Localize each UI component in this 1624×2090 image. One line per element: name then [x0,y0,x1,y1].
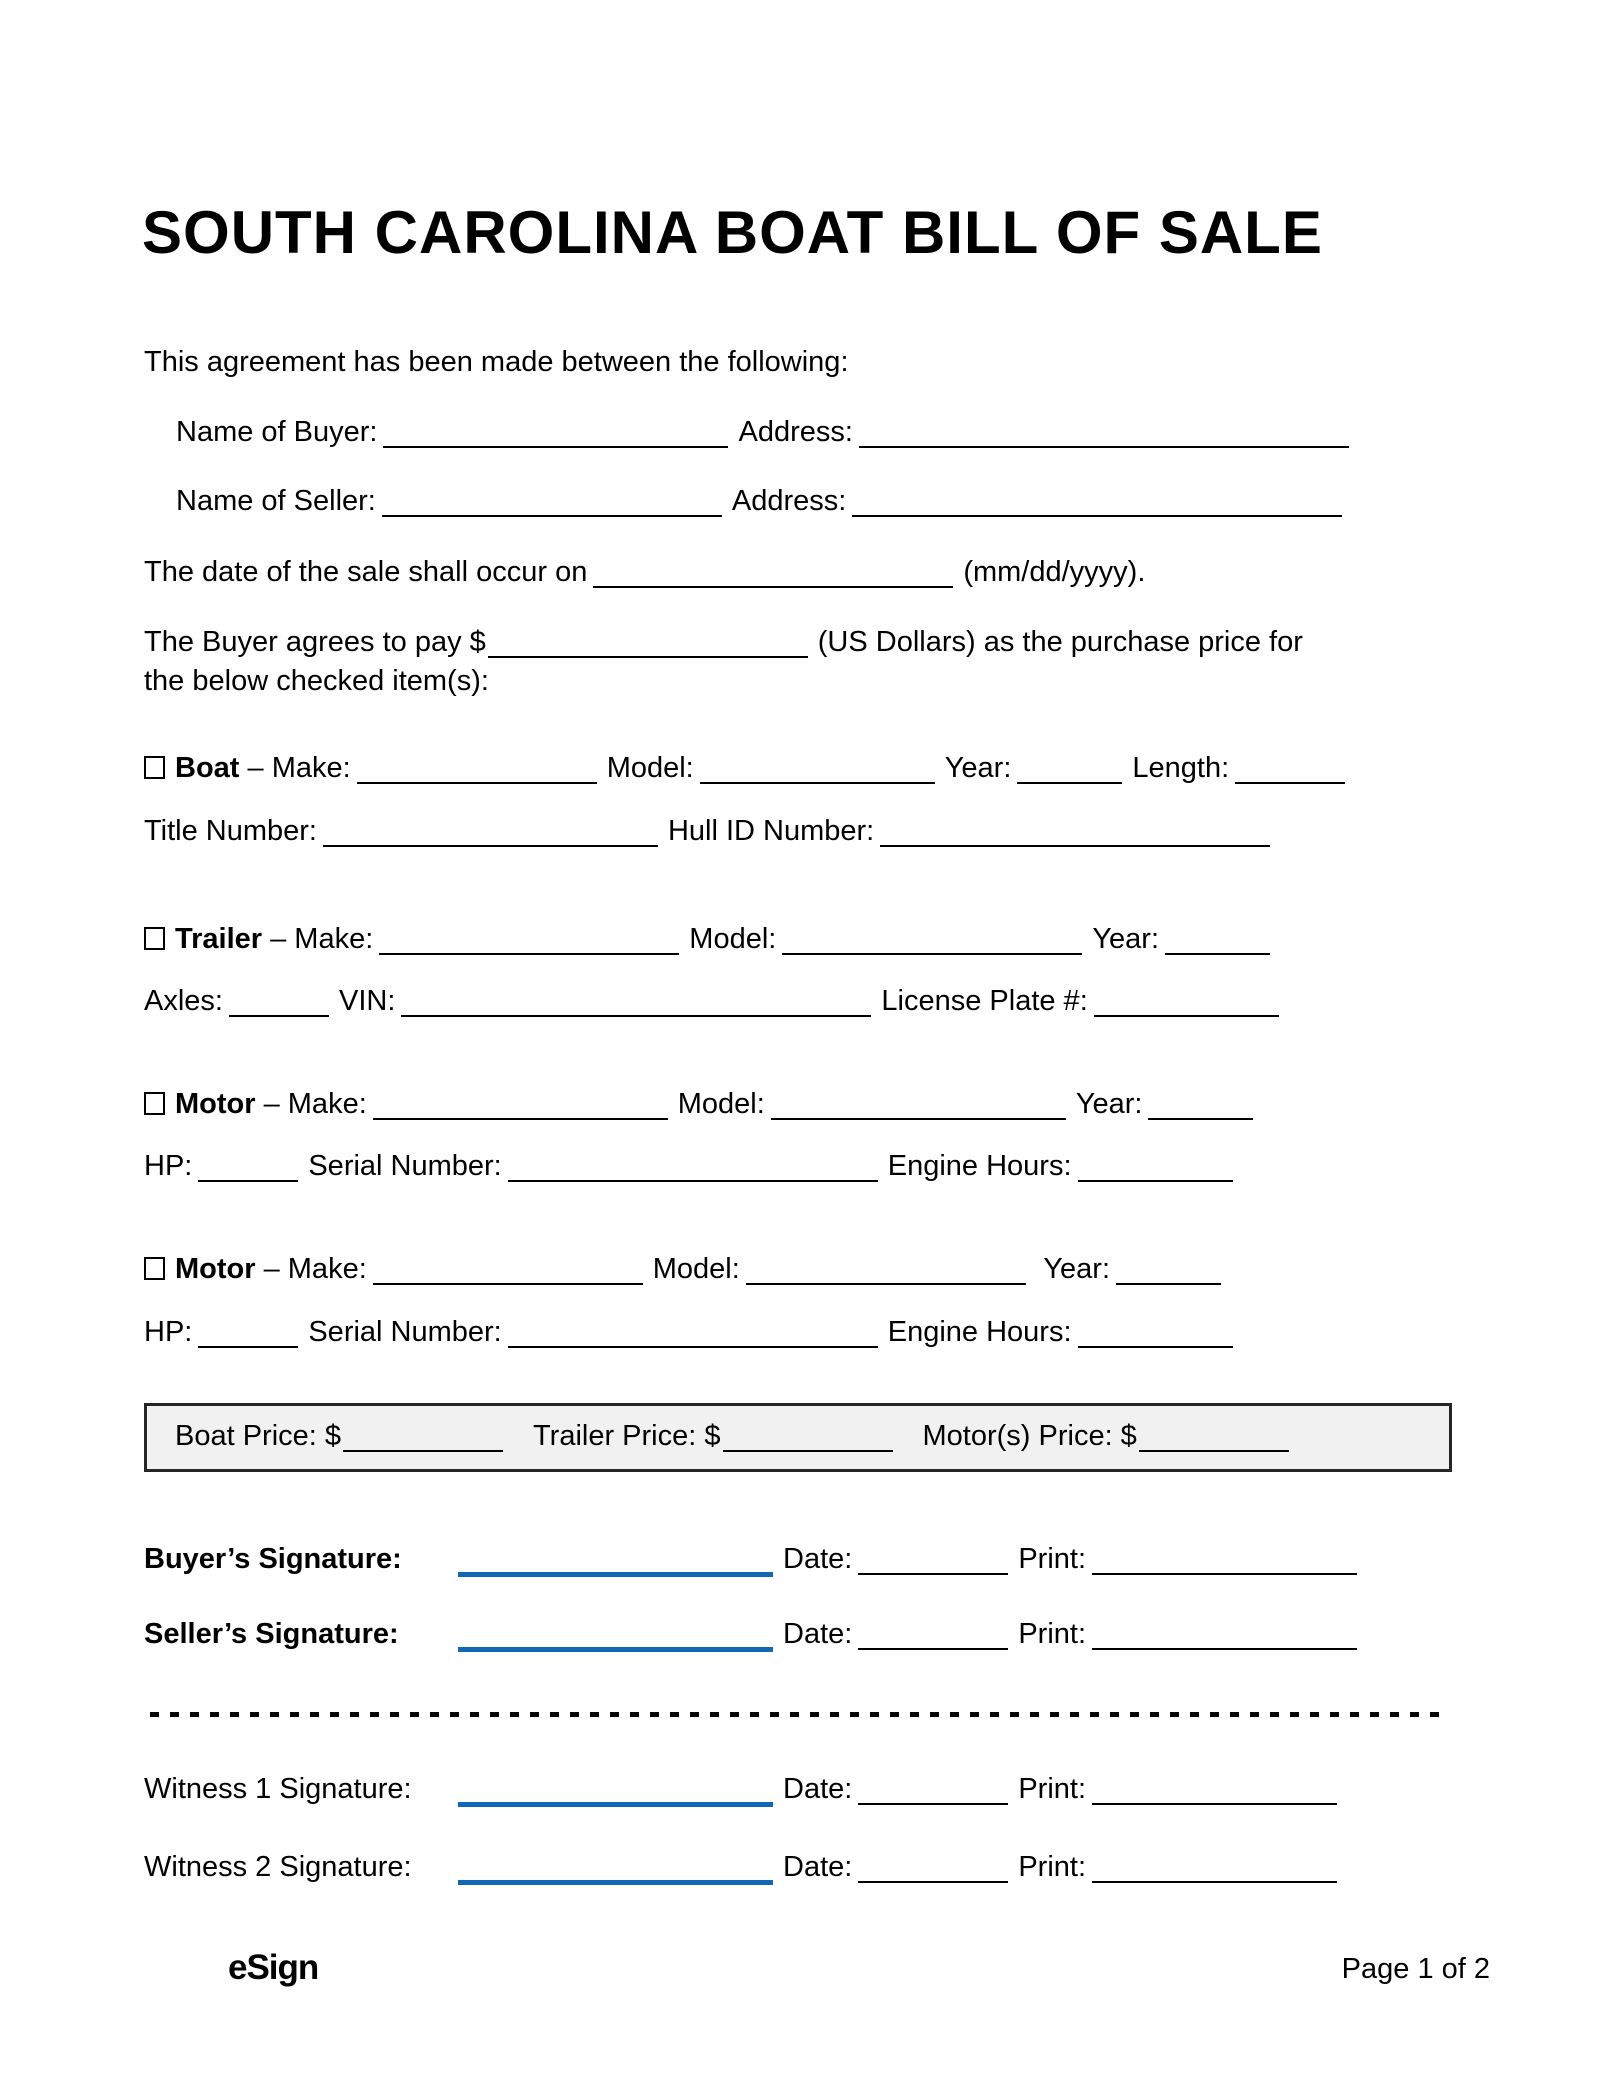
boat-checkbox[interactable] [144,756,165,779]
witness2-date-label: Date: [783,1851,853,1883]
motor2-row [144,1250,1524,1288]
motor1-checkbox[interactable] [144,1092,165,1115]
payment-prefix: The Buyer agrees to pay $ [144,626,486,658]
section-divider [150,1712,1448,1717]
witness2-print-field[interactable] [1092,1881,1337,1883]
payment-line2: the below checked item(s): [144,665,489,697]
motor1-hp-label: HP: [144,1150,193,1182]
boat-model-label: Model: [606,752,694,784]
seller-signature-row [144,1615,1524,1653]
motor2-checkbox[interactable] [144,1257,165,1280]
motor1-section-label: Motor [175,1088,256,1120]
boat-length-field[interactable] [1235,782,1345,784]
witness1-print-label: Print: [1018,1773,1087,1805]
witness2-signature-label: Witness 2 Signature: [144,1851,412,1883]
boat-title-number-label: Title Number: [144,815,317,847]
boat-year-label: Year: [944,752,1012,784]
motor1-detail-row [144,1147,1524,1185]
trailer-model-label: Model: [689,923,777,955]
seller-print-field[interactable] [1092,1648,1357,1650]
boat-section-label: Boat [175,752,240,784]
witness2-print-label: Print: [1018,1851,1087,1883]
seller-name-field[interactable] [382,515,722,517]
boat-year-field[interactable] [1017,782,1122,784]
motor2-detail-row [144,1313,1524,1351]
witness2-date-field[interactable] [858,1881,1008,1883]
witness1-signature-field[interactable] [458,1802,773,1807]
motor1-hp-field[interactable] [198,1180,298,1182]
motor2-model-field[interactable] [746,1283,1026,1285]
seller-address-field[interactable] [852,515,1342,517]
buyer-date-label: Date: [783,1543,853,1575]
payment-suffix: (US Dollars) as the purchase price for [817,626,1303,658]
trailer-id-row [144,982,1524,1020]
trailer-license-plate-field[interactable] [1094,1015,1279,1017]
motor1-make-field[interactable] [373,1118,668,1120]
motor2-make-label: – Make: [263,1253,367,1285]
seller-signature-label: Seller’s Signature: [144,1618,399,1650]
motor1-serial-field[interactable] [508,1180,878,1182]
buyer-signature-row [144,1540,1524,1578]
motor1-engine-hours-label: Engine Hours: [887,1150,1072,1182]
motor2-engine-hours-field[interactable] [1078,1346,1233,1348]
witness2-signature-field[interactable] [458,1880,773,1885]
sale-date-row [144,553,1524,591]
seller-date-field[interactable] [858,1648,1008,1650]
buyer-signature-field[interactable] [458,1572,773,1577]
sale-date-prefix: The date of the sale shall occur on [144,556,588,588]
motor1-model-field[interactable] [771,1118,1066,1120]
trailer-make-label: – Make: [270,923,374,955]
sale-date-field[interactable] [593,586,953,588]
boat-hull-id-field[interactable] [880,845,1270,847]
seller-signature-field[interactable] [458,1647,773,1652]
page-number: Page 1 of 2 [1341,1953,1490,1985]
buyer-name-field[interactable] [383,446,728,448]
motor2-hp-field[interactable] [198,1346,298,1348]
boat-id-row [144,812,1524,850]
trailer-vin-label: VIN: [338,985,396,1017]
boat-row [144,749,1524,787]
motor1-make-label: – Make: [263,1088,367,1120]
motor2-serial-field[interactable] [508,1346,878,1348]
buyer-address-field[interactable] [859,446,1349,448]
motor2-hp-label: HP: [144,1316,193,1348]
motors-price-label: Motor(s) Price: $ [922,1420,1137,1452]
motor1-engine-hours-field[interactable] [1078,1180,1233,1182]
trailer-price-label: Trailer Price: $ [533,1420,721,1452]
trailer-price-field[interactable] [723,1450,893,1452]
price-summary-box [144,1403,1452,1472]
witness1-date-field[interactable] [858,1803,1008,1805]
seller-print-label: Print: [1018,1618,1087,1650]
boat-model-field[interactable] [700,782,935,784]
seller-address-label: Address: [731,485,847,517]
purchase-price-field[interactable] [488,656,808,658]
trailer-row [144,920,1524,958]
intro-line [144,343,1524,381]
trailer-checkbox[interactable] [144,927,165,950]
boat-title-number-field[interactable] [323,845,658,847]
motor1-model-label: Model: [677,1088,765,1120]
witness1-date-label: Date: [783,1773,853,1805]
motor2-year-field[interactable] [1116,1283,1221,1285]
motors-price-field[interactable] [1139,1450,1289,1452]
trailer-section-label: Trailer [175,923,263,955]
trailer-vin-field[interactable] [401,1015,871,1017]
trailer-axles-field[interactable] [229,1015,329,1017]
buyer-date-field[interactable] [858,1573,1008,1575]
trailer-license-plate-label: License Plate #: [881,985,1088,1017]
seller-date-label: Date: [783,1618,853,1650]
buyer-row [176,413,1524,451]
motor2-model-label: Model: [652,1253,740,1285]
boat-hull-id-label: Hull ID Number: [667,815,875,847]
document-title: SOUTH CAROLINA BOAT BILL OF SALE [142,199,1323,266]
trailer-year-label: Year: [1092,923,1159,955]
boat-price-label: Boat Price: $ [175,1420,342,1452]
witness1-print-field[interactable] [1092,1803,1337,1805]
intro-text: This agreement has been made between the following: [144,346,849,378]
boat-make-field[interactable] [357,782,597,784]
witness1-signature-label: Witness 1 Signature: [144,1773,412,1805]
payment-row [144,623,1524,661]
motor2-make-field[interactable] [373,1283,643,1285]
motor2-serial-label: Serial Number: [308,1316,502,1348]
boat-price-field[interactable] [343,1450,503,1452]
buyer-name-label: Name of Buyer: [176,416,378,448]
seller-row [176,482,1524,520]
buyer-address-label: Address: [738,416,853,448]
witness1-signature-row [144,1770,1524,1808]
trailer-make-field[interactable] [379,953,679,955]
trailer-year-field[interactable] [1165,953,1270,955]
motor2-section-label: Motor [175,1253,256,1285]
motor2-year-label: Year: [1043,1253,1111,1285]
payment-row-line2 [144,662,1524,700]
witness2-signature-row [144,1848,1524,1886]
motor1-year-label: Year: [1075,1088,1143,1120]
esign-logo: eSign [228,1948,319,1987]
buyer-print-label: Print: [1018,1543,1087,1575]
boat-length-label: Length: [1132,752,1230,784]
seller-name-label: Name of Seller: [176,485,376,517]
trailer-axles-label: Axles: [144,985,223,1017]
trailer-model-field[interactable] [782,953,1082,955]
sale-date-suffix: (mm/dd/yyyy). [963,556,1146,588]
motor1-serial-label: Serial Number: [308,1150,502,1182]
motor1-row [144,1085,1524,1123]
buyer-signature-label: Buyer’s Signature: [144,1543,402,1575]
boat-make-label: – Make: [247,752,351,784]
motor2-engine-hours-label: Engine Hours: [887,1316,1072,1348]
buyer-print-field[interactable] [1092,1573,1357,1575]
motor1-year-field[interactable] [1148,1118,1253,1120]
